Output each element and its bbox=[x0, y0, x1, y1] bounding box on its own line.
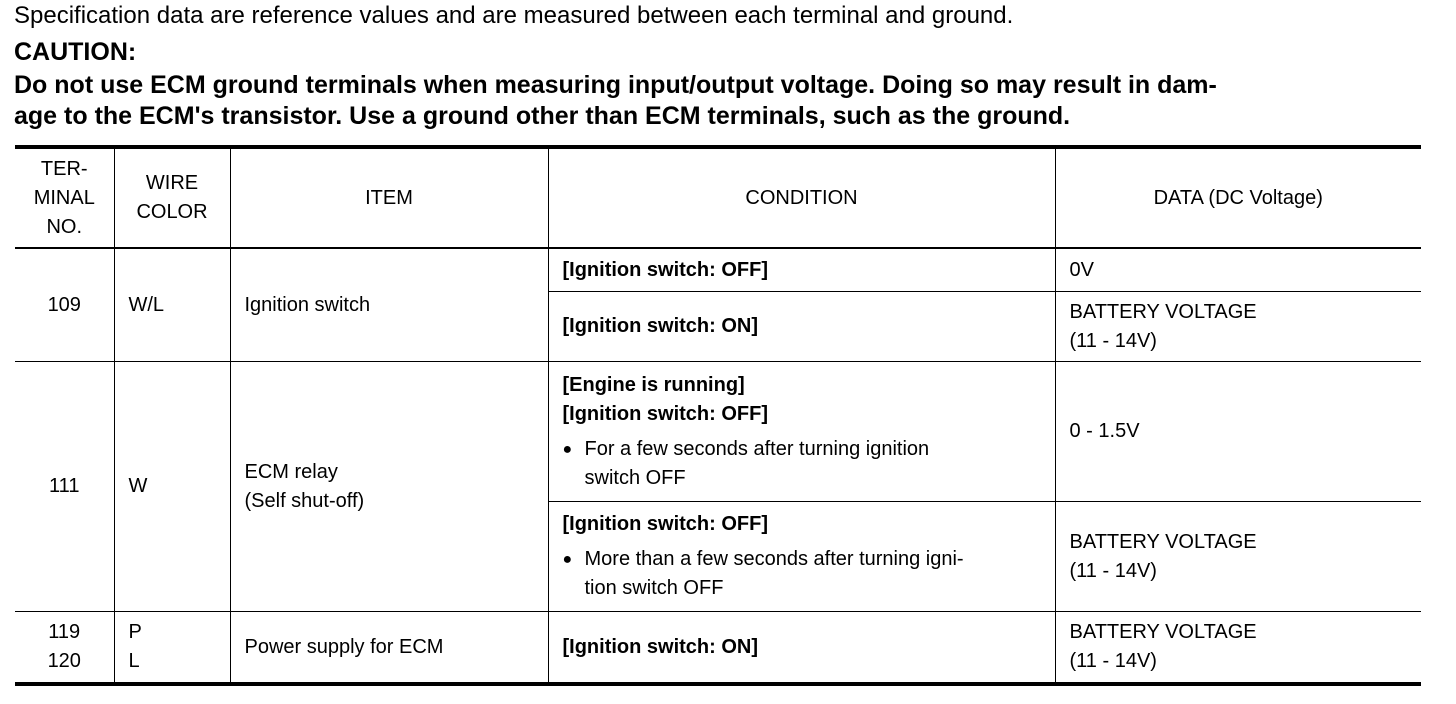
col-header-wire-line: WIRE bbox=[145, 172, 199, 194]
item-line: ECM relay bbox=[244, 460, 338, 483]
wire-line: L bbox=[128, 650, 140, 672]
spec-note: Specification data are reference values and are measured between each terminal and ground. bbox=[14, 2, 1014, 29]
terminal-line: 120 bbox=[47, 650, 81, 672]
condition bbox=[548, 612, 1055, 685]
table-header-row bbox=[15, 147, 1421, 248]
col-header-terminal-line: NO. bbox=[46, 215, 83, 238]
bullet-icon: ● bbox=[562, 551, 573, 568]
condition-line: [Ignition switch: OFF] bbox=[562, 258, 769, 281]
terminal-spec-table bbox=[15, 145, 1421, 686]
wire-line: P bbox=[128, 621, 142, 643]
terminal-no: 111 bbox=[15, 362, 114, 612]
col-header-terminal bbox=[15, 147, 114, 248]
caution-body bbox=[14, 70, 1424, 132]
condition-line: [Ignition switch: OFF] bbox=[562, 513, 769, 535]
condition-line: [Ignition switch: OFF] bbox=[562, 402, 769, 425]
data-line: (11 - 14V) bbox=[1069, 650, 1157, 672]
item: Power supply for ECM bbox=[230, 612, 548, 685]
table-row bbox=[15, 248, 1421, 292]
data-value bbox=[1055, 502, 1421, 612]
data-value: 0 - 1.5V bbox=[1055, 362, 1421, 502]
condition-line: [Ignition switch: ON] bbox=[562, 315, 759, 337]
data-line: (11 - 14V) bbox=[1069, 329, 1157, 352]
data-line: (11 - 14V) bbox=[1069, 559, 1157, 582]
item-line: (Self shut-off) bbox=[244, 489, 365, 512]
col-header-terminal-line: MINAL bbox=[33, 186, 95, 209]
condition-line: [Ignition switch: ON] bbox=[562, 635, 759, 658]
terminal-no: 109 bbox=[15, 248, 114, 362]
item: Ignition switch bbox=[230, 248, 548, 362]
condition bbox=[548, 362, 1055, 502]
caution-line-2: age to the ECM's transistor. Use a ground other than ECM terminals, such as the ground. bbox=[14, 102, 1071, 130]
table-row bbox=[15, 362, 1421, 502]
data-value bbox=[1055, 292, 1421, 362]
caution-line-1: Do not use ECM ground terminals when measuring input/output voltage. Doing so may result in dam- bbox=[14, 71, 1217, 99]
data-line: BATTERY VOLTAGE bbox=[1069, 530, 1257, 553]
bullet-line: switch OFF bbox=[584, 466, 686, 489]
condition-line: [Engine is running] bbox=[562, 373, 745, 396]
data-line: BATTERY VOLTAGE bbox=[1069, 300, 1257, 323]
wire-color: W bbox=[114, 362, 230, 612]
bullet-icon: ● bbox=[562, 440, 573, 458]
col-header-condition: CONDITION bbox=[548, 147, 1055, 248]
data-value bbox=[1055, 612, 1421, 685]
condition bbox=[548, 502, 1055, 612]
condition-bullet bbox=[563, 435, 1041, 493]
condition-bullet bbox=[563, 545, 1041, 603]
condition bbox=[548, 292, 1055, 362]
bullet-line: For a few seconds after turning ignition bbox=[584, 437, 930, 460]
col-header-terminal-line: TER- bbox=[40, 157, 88, 180]
col-header-wire-color bbox=[114, 147, 230, 248]
bullet-line: tion switch OFF bbox=[584, 577, 724, 599]
terminal-line: 119 bbox=[48, 621, 81, 643]
caution-title: CAUTION: bbox=[14, 38, 137, 66]
data-line: BATTERY VOLTAGE bbox=[1069, 621, 1257, 643]
col-header-item: ITEM bbox=[230, 147, 548, 248]
terminal-no bbox=[15, 612, 114, 685]
wire-color bbox=[114, 612, 230, 685]
bullet-line: More than a few seconds after turning igni- bbox=[584, 548, 964, 570]
col-header-data: DATA (DC Voltage) bbox=[1055, 147, 1421, 248]
wire-color: W/L bbox=[114, 248, 230, 362]
table-row bbox=[15, 612, 1421, 685]
col-header-wire-line: COLOR bbox=[136, 201, 208, 223]
condition bbox=[548, 248, 1055, 292]
data-value: 0V bbox=[1055, 248, 1421, 292]
item bbox=[230, 362, 548, 612]
